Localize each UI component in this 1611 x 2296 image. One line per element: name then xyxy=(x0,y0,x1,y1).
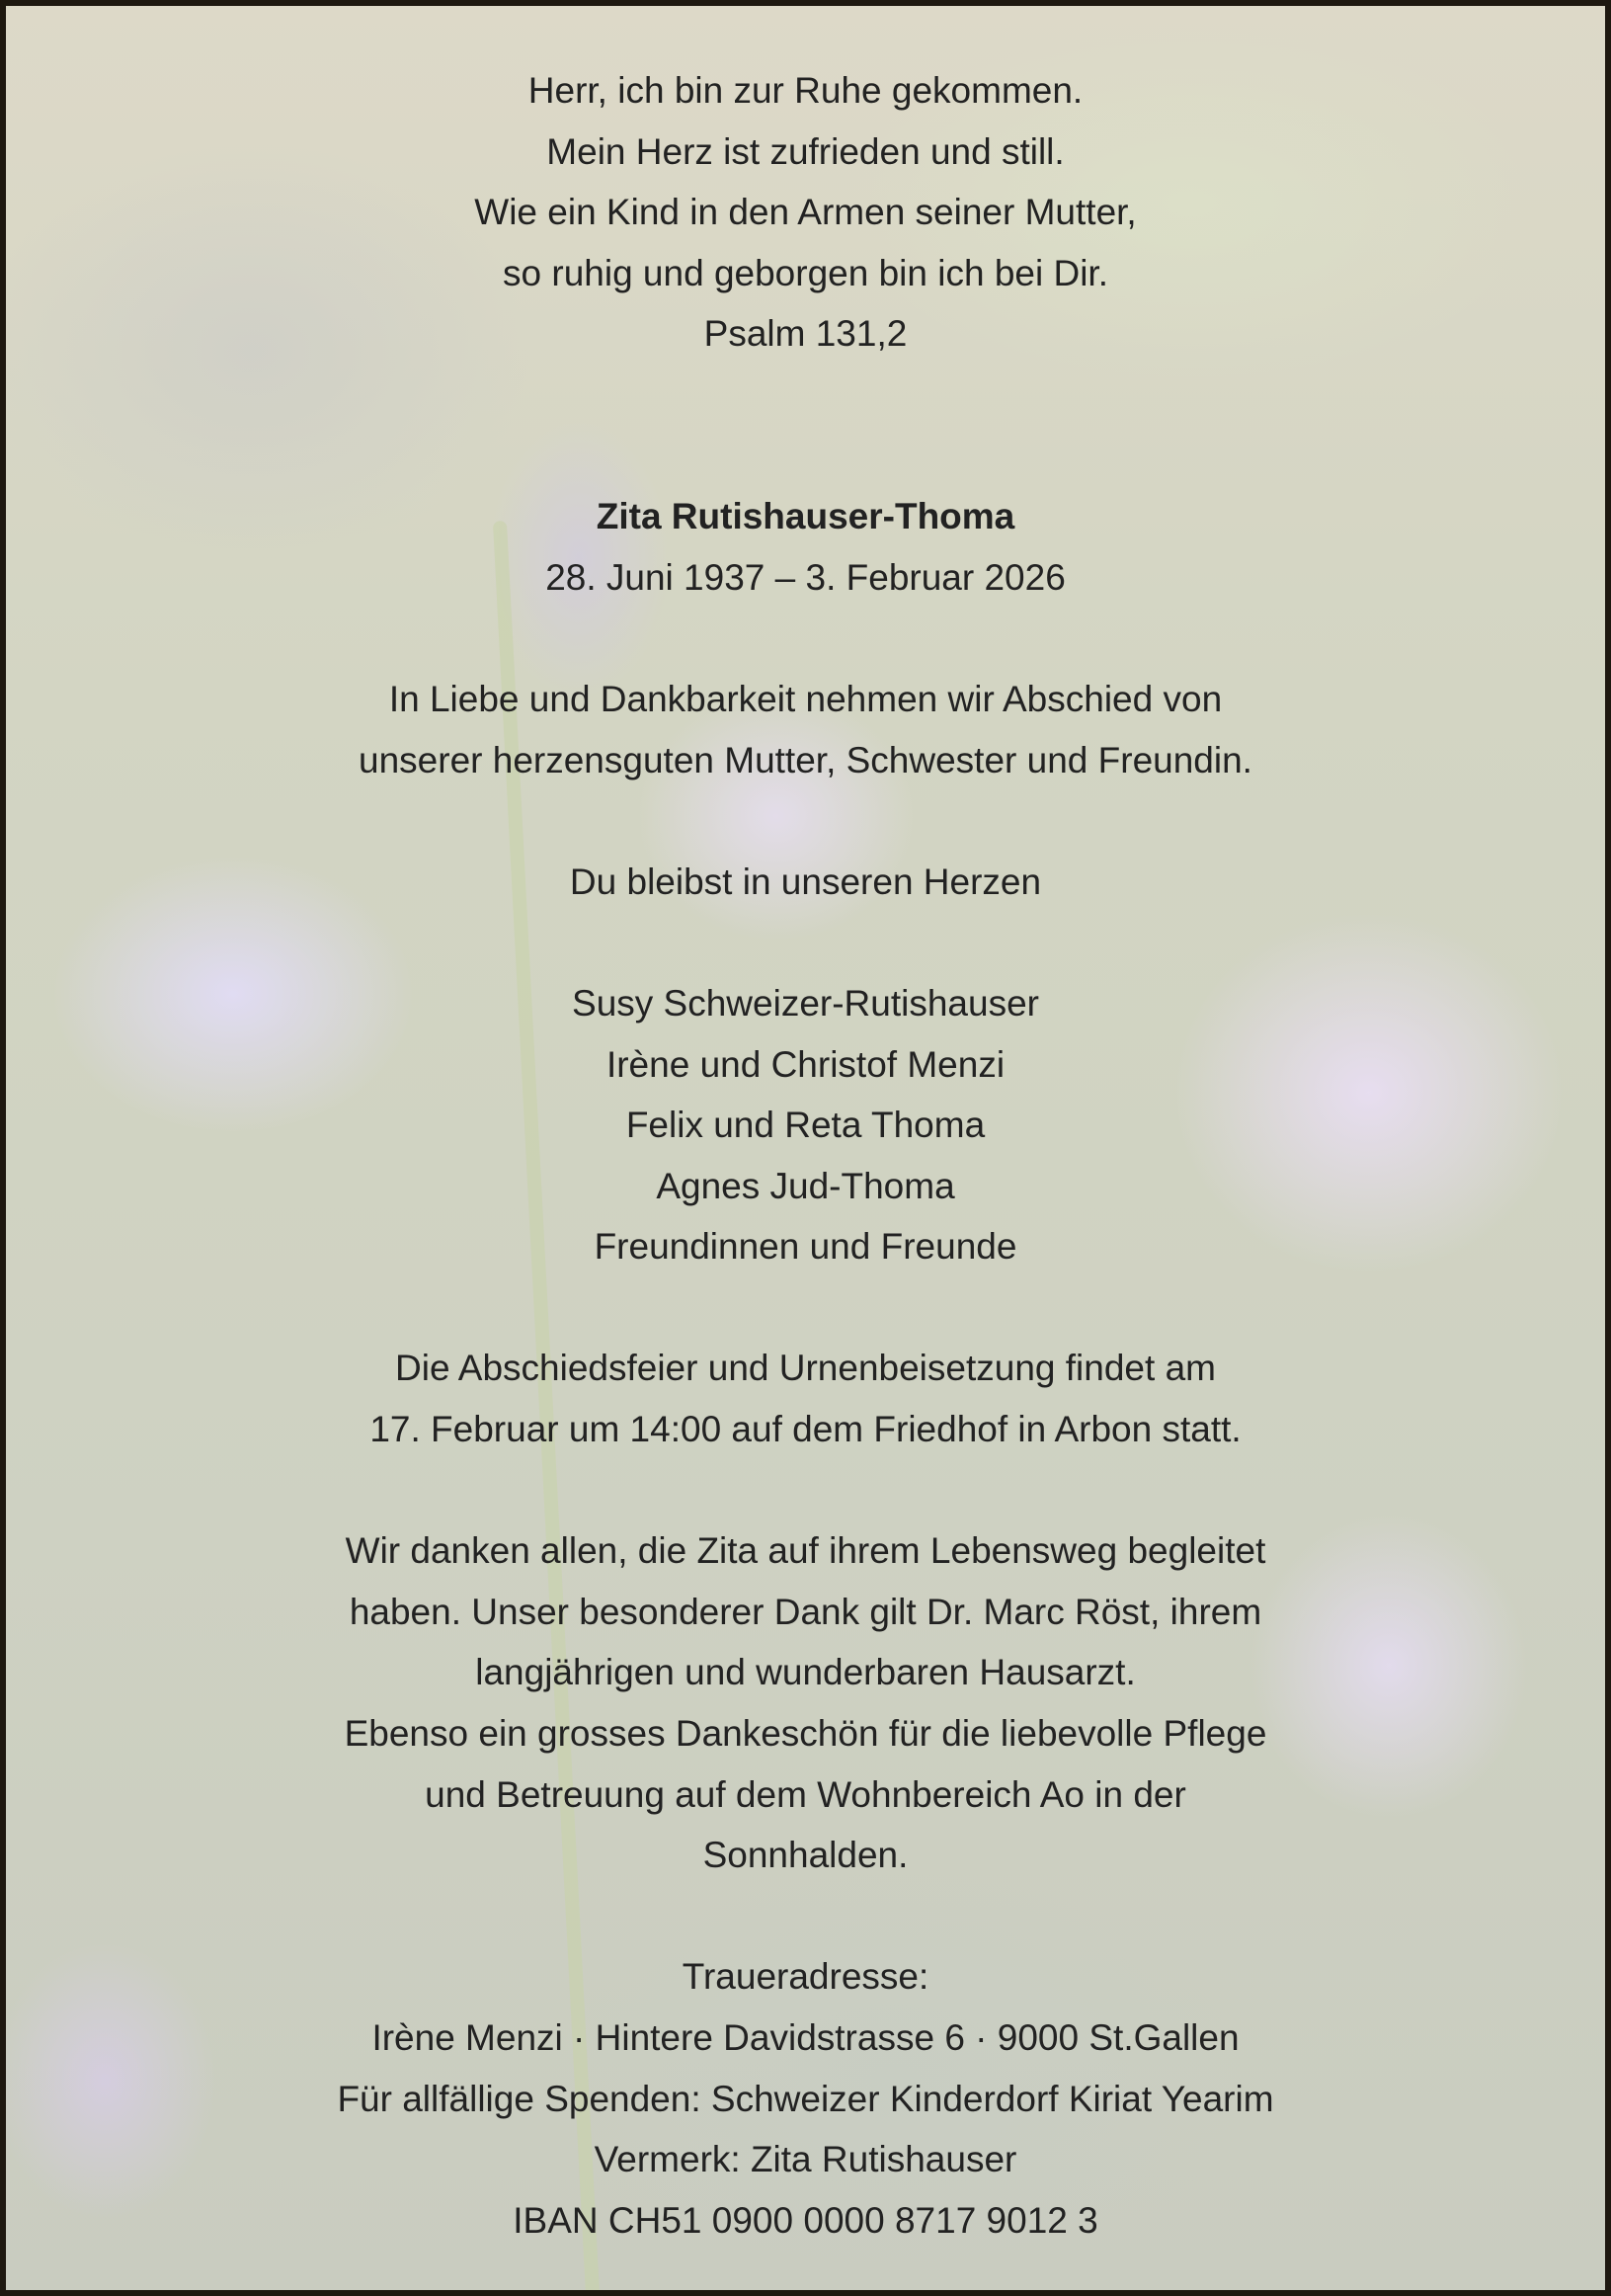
thanks-line: und Betreuung auf dem Wohnbereich Ao in der xyxy=(425,1773,1186,1815)
thanks-line: Wir danken allen, die Zita auf ihrem Lebensweg begleitet xyxy=(345,1530,1266,1572)
psalm-line: Wie ein Kind in den Armen seiner Mutter, xyxy=(474,192,1137,233)
remembrance: Du bleibst in unseren Herzen xyxy=(569,861,1042,902)
psalm-line: Herr, ich bin zur Ruhe gekommen. xyxy=(527,70,1084,111)
ceremony-line: 17. Februar um 14:00 auf dem Friedhof in Arbon statt. xyxy=(369,1409,1242,1450)
spacer xyxy=(6,1460,1605,1521)
obituary-text xyxy=(6,60,1605,2251)
spacer xyxy=(6,1277,1605,1339)
farewell-line: In Liebe und Dankbarkeit nehmen wir Abschied von xyxy=(388,678,1223,719)
deceased-dates: 28. Juni 1937 – 3. Februar 2026 xyxy=(545,556,1066,598)
farewell-line: unserer herzensguten Mutter, Schwester und Freundin. xyxy=(359,739,1252,780)
mourner: Irène und Christof Menzi xyxy=(605,1043,1006,1085)
ceremony-line: Die Abschiedsfeier und Urnenbeisetzung findet am xyxy=(395,1348,1216,1389)
mourner: Felix und Reta Thoma xyxy=(625,1105,986,1146)
donation-note: Vermerk: Zita Rutishauser xyxy=(594,2139,1017,2180)
spacer xyxy=(6,426,1605,487)
thanks-line: haben. Unser besonderer Dank gilt Dr. Marc Röst, ihrem xyxy=(349,1591,1262,1632)
contact-address: Irène Menzi · Hintere Davidstrasse 6 · 9000 St.Gallen xyxy=(371,2017,1240,2058)
spacer xyxy=(6,790,1605,852)
contact-label: Traueradresse: xyxy=(682,1956,929,1998)
psalm-line: Mein Herz ist zufrieden und still. xyxy=(546,130,1065,172)
thanks-line: Sonnhalden. xyxy=(702,1835,909,1876)
thanks-line: Ebenso ein grosses Dankeschön für die liebevolle Pflege xyxy=(344,1713,1267,1755)
spacer xyxy=(6,912,1605,973)
thanks-line: langjährigen und wunderbaren Hausarzt. xyxy=(475,1652,1136,1693)
mourner: Agnes Jud-Thoma xyxy=(656,1165,955,1206)
spacer xyxy=(6,365,1605,426)
iban: IBAN CH51 0900 0000 8717 9012 3 xyxy=(513,2199,1098,2241)
deceased-name: Zita Rutishauser-Thoma xyxy=(596,496,1015,537)
spacer xyxy=(6,1886,1605,1947)
spacer xyxy=(6,608,1605,669)
psalm-reference: Psalm 131,2 xyxy=(703,313,908,355)
obituary-card xyxy=(6,6,1605,2290)
mourner: Susy Schweizer-Rutishauser xyxy=(572,982,1039,1024)
mourner: Freundinnen und Freunde xyxy=(594,1226,1017,1268)
donations: Für allfällige Spenden: Schweizer Kinderdorf Kiriat Yearim xyxy=(337,2078,1274,2119)
psalm-line: so ruhig und geborgen bin ich bei Dir. xyxy=(503,252,1108,293)
